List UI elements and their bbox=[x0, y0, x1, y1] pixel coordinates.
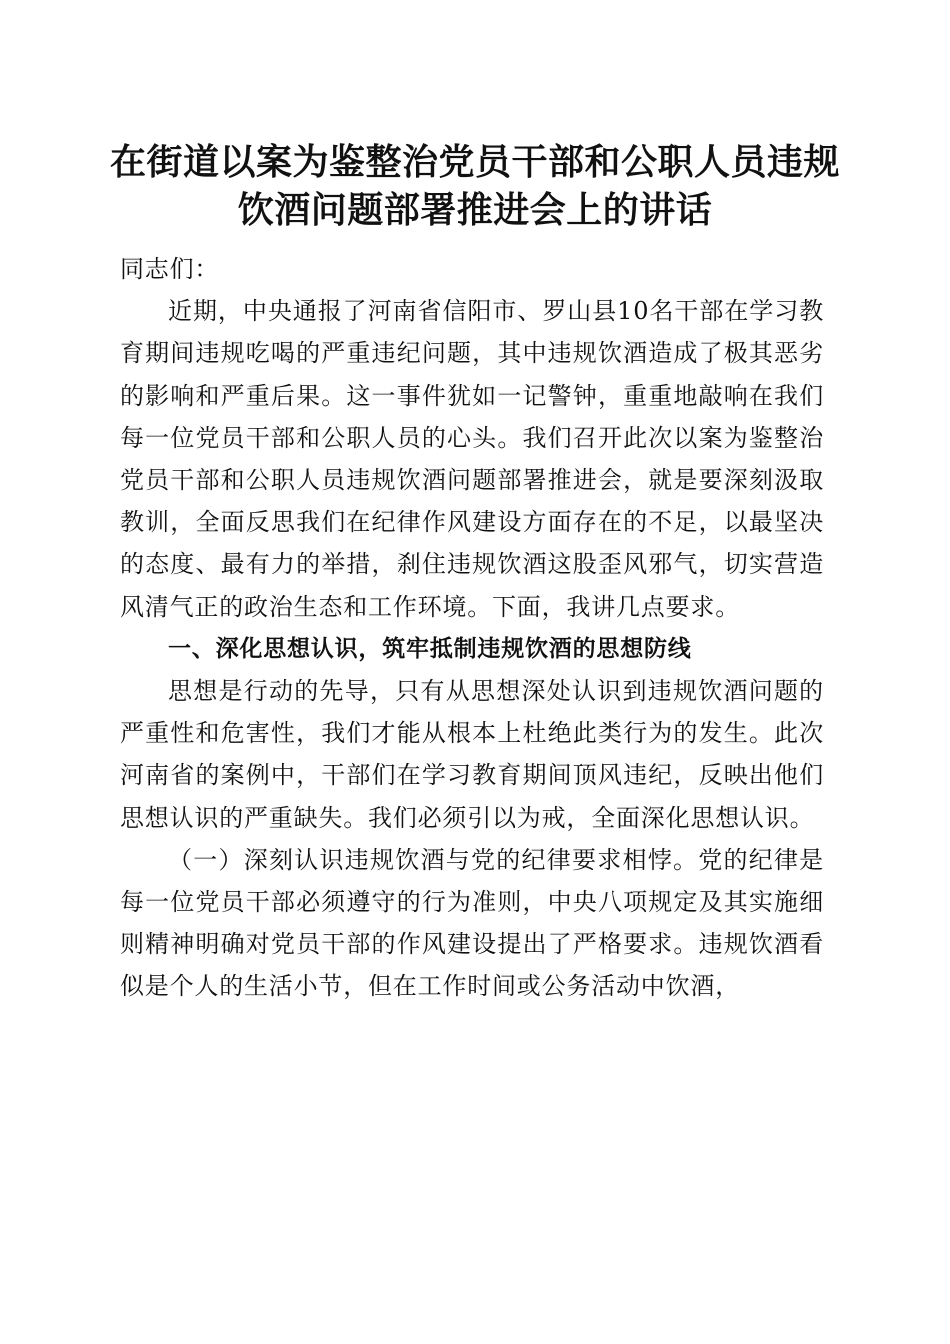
paragraph-subsection-1: （一）深刻认识违规饮酒与党的纪律要求相悖。党的纪律是每一位党员干部必须遵守的行为准则，中央八项规定及其实施细则精神明确对党员干部的作风建设提出了严格要求。违规饮酒看似是个人的生活小节，但在工作时间或公务活动中饮酒， bbox=[120, 845, 824, 1001]
title-line-2: 饮酒问题部署推进会上的讲话 bbox=[237, 189, 713, 231]
paragraph-intro: 近期，中央通报了河南省信阳市、罗山县10名干部在学习教育期间违规吃喝的严重违纪问题，其中违规饮酒造成了极其恶劣的影响和严重后果。这一事件犹如一记警钟，重重地敲响在我们每一位党员干部和公职人员的心头。我们召开此次以案为鉴整治党员干部和公职人员违规饮酒问题部署推进会，就是要深刻汲取教训，全面反思我们在纪律作风建设方面存在的不足，以最坚决的态度、最有力的举措，刹住违规饮酒这股歪风邪气，切实营造风清气正的政治生态和工作环境。下面，我讲几点要求。 bbox=[120, 297, 824, 621]
section-heading-1: 一、深化思想认识，筑牢抵制违规饮酒的思想防线 bbox=[168, 635, 692, 662]
document-title bbox=[100, 138, 850, 234]
document-body bbox=[120, 248, 824, 1008]
title-line-1: 在街道以案为鉴整治党员干部和公职人员违规 bbox=[109, 141, 840, 183]
salutation: 同志们： bbox=[120, 255, 220, 283]
paragraph-section-1: 思想是行动的先导，只有从思想深处认识到违规饮酒问题的严重性和危害性，我们才能从根本上杜绝此类行为的发生。此次河南省的案例中，干部们在学习教育期间顶风违纪，反映出他们思想认识的严重缺失。我们必须引以为戒，全面深化思想认识。 bbox=[120, 677, 824, 832]
